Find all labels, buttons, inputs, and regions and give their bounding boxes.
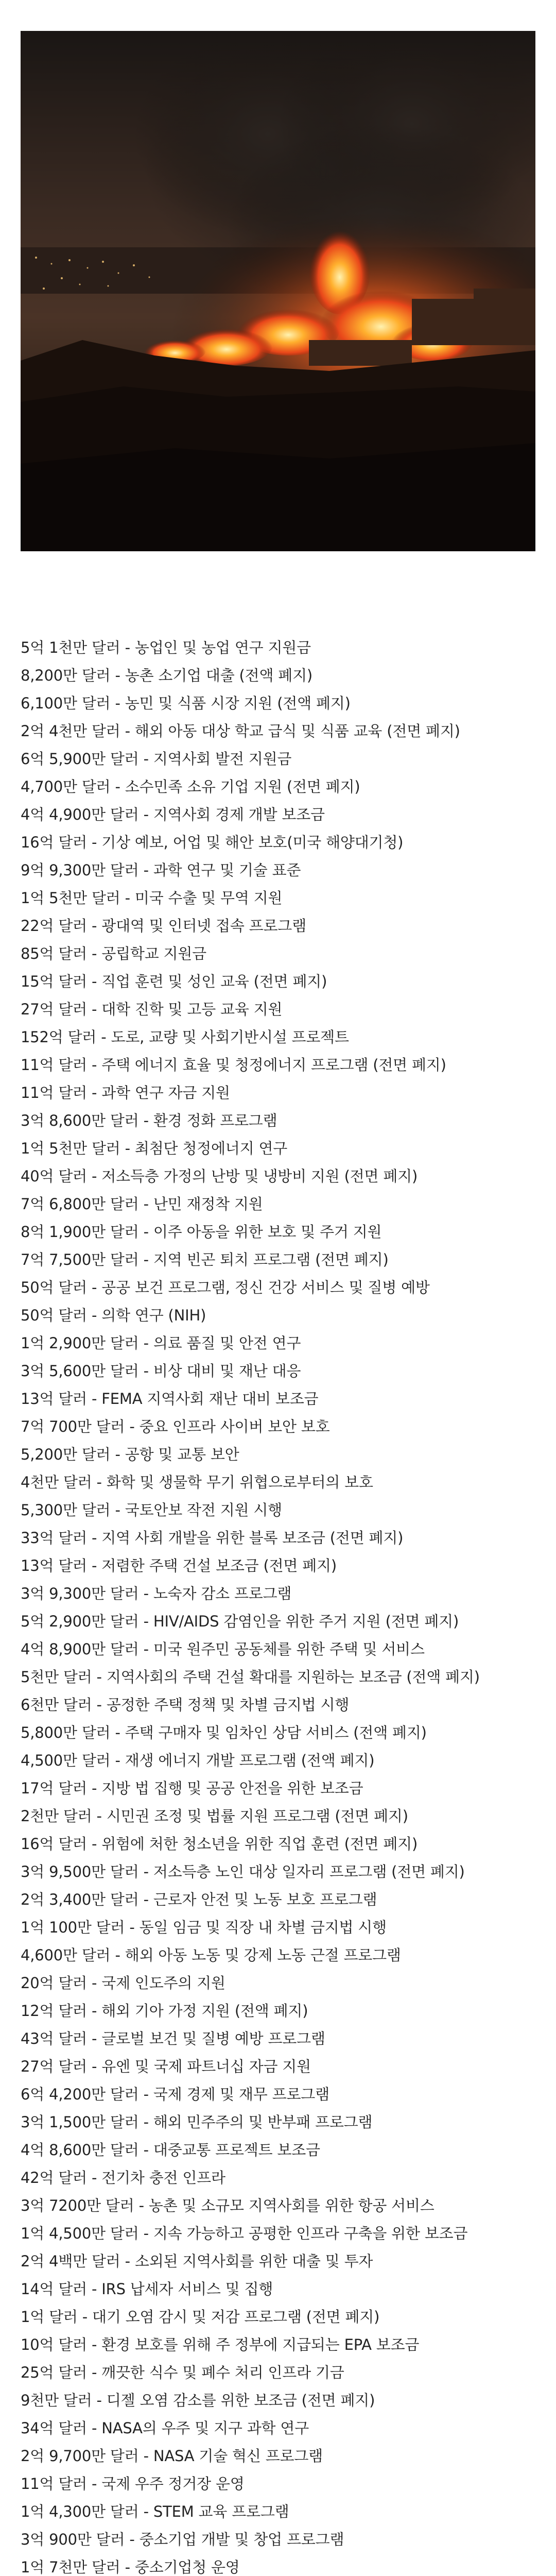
budget-item: 4억 4,900만 달러 - 지역사회 경제 개발 보조금 bbox=[21, 806, 325, 823]
hero-fire-image bbox=[21, 31, 535, 551]
budget-item: 20억 달러 - 국제 인도주의 지원 bbox=[21, 1974, 225, 1992]
budget-item: 2억 3,400만 달러 - 근로자 안전 및 노동 보호 프로그램 bbox=[21, 1891, 377, 1908]
budget-item: 5천만 달러 - 지역사회의 주택 건설 확대를 지원하는 보조금 (전액 폐지) bbox=[21, 1668, 480, 1686]
budget-item: 3억 7200만 달러 - 농촌 및 소규모 지역사회를 위한 항공 서비스 bbox=[21, 2197, 435, 2214]
budget-item: 5,800만 달러 - 주택 구매자 및 임차인 상담 서비스 (전액 폐지) bbox=[21, 1724, 427, 1741]
budget-item: 4억 8,900만 달러 - 미국 원주민 공동체를 위한 주택 및 서비스 bbox=[21, 1640, 425, 1658]
budget-item: 22억 달러 - 광대역 및 인터넷 접속 프로그램 bbox=[21, 917, 306, 935]
budget-item: 43억 달러 - 글로벌 보건 및 질병 예방 프로그램 bbox=[21, 2030, 325, 2047]
budget-item: 1억 5천만 달러 - 미국 수출 및 무역 지원 bbox=[21, 889, 283, 907]
budget-item: 3억 1,500만 달러 - 해외 민주주의 및 반부패 프로그램 bbox=[21, 2113, 373, 2131]
budget-item: 1억 달러 - 대기 오염 감시 및 저감 프로그램 (전면 폐지) bbox=[21, 2308, 380, 2326]
budget-item: 17억 달러 - 지방 법 집행 및 공공 안전을 위한 보조금 bbox=[21, 1780, 363, 1797]
budget-item: 40억 달러 - 저소득층 가정의 난방 및 냉방비 지원 (전면 폐지) bbox=[21, 1167, 418, 1185]
budget-item: 14억 달러 - IRS 납세자 서비스 및 집행 bbox=[21, 2280, 273, 2298]
budget-item: 13억 달러 - 저렴한 주택 건설 보조금 (전면 폐지) bbox=[21, 1557, 337, 1574]
budget-item: 2억 4천만 달러 - 해외 아동 대상 학교 급식 및 식품 교육 (전면 폐지) bbox=[21, 722, 460, 740]
budget-item: 11억 달러 - 국제 우주 정거장 운영 bbox=[21, 2475, 245, 2493]
budget-item: 5억 1천만 달러 - 농업인 및 농업 연구 지원금 bbox=[21, 639, 311, 656]
budget-item: 4천만 달러 - 화학 및 생물학 무기 위협으로부터의 보호 bbox=[21, 1473, 373, 1491]
budget-item: 11억 달러 - 과학 연구 자금 지원 bbox=[21, 1084, 230, 1101]
budget-item: 25억 달러 - 깨끗한 식수 및 폐수 처리 인프라 기금 bbox=[21, 2364, 344, 2381]
budget-item: 4,500만 달러 - 재생 에너지 개발 프로그램 (전액 폐지) bbox=[21, 1752, 375, 1769]
budget-item: 4,600만 달러 - 해외 아동 노동 및 강제 노동 근절 프로그램 bbox=[21, 1946, 401, 1964]
budget-item: 16억 달러 - 위험에 처한 청소년을 위한 직업 훈련 (전면 폐지) bbox=[21, 1835, 418, 1853]
budget-item: 5,200만 달러 - 공항 및 교통 보안 bbox=[21, 1446, 239, 1463]
budget-item: 7억 6,800만 달러 - 난민 재정착 지원 bbox=[21, 1195, 263, 1213]
budget-item: 9억 9,300만 달러 - 과학 연구 및 기술 표준 bbox=[21, 861, 301, 879]
budget-item: 50억 달러 - 공공 보건 프로그램, 정신 건강 서비스 및 질병 예방 bbox=[21, 1279, 430, 1296]
budget-item: 3억 9,300만 달러 - 노숙자 감소 프로그램 bbox=[21, 1585, 292, 1602]
budget-item: 3억 8,600만 달러 - 환경 정화 프로그램 bbox=[21, 1112, 277, 1129]
budget-item: 7억 7,500만 달러 - 지역 빈곤 퇴치 프로그램 (전면 폐지) bbox=[21, 1251, 389, 1268]
budget-item: 27억 달러 - 대학 진학 및 고등 교육 지원 bbox=[21, 1001, 283, 1018]
budget-item: 1억 100만 달러 - 동일 임금 및 직장 내 차별 금지법 시행 bbox=[21, 1919, 387, 1936]
budget-item: 1억 2,900만 달러 - 의료 품질 및 안전 연구 bbox=[21, 1334, 301, 1352]
budget-item: 4억 8,600만 달러 - 대중교통 프로젝트 보조금 bbox=[21, 2141, 320, 2159]
budget-item: 1억 4,300만 달러 - STEM 교육 프로그램 bbox=[21, 2503, 289, 2520]
budget-item: 33억 달러 - 지역 사회 개발을 위한 블록 보조금 (전면 폐지) bbox=[21, 1529, 404, 1547]
fire-scene-graphic bbox=[21, 31, 535, 551]
budget-item: 10억 달러 - 환경 보호를 위해 주 정부에 지급되는 EPA 보조금 bbox=[21, 2336, 420, 2353]
budget-item: 8,200만 달러 - 농촌 소기업 대출 (전액 폐지) bbox=[21, 667, 313, 684]
budget-item: 50억 달러 - 의학 연구 (NIH) bbox=[21, 1307, 206, 1324]
budget-item: 12억 달러 - 해외 기아 가정 지원 (전액 폐지) bbox=[21, 2002, 308, 2020]
budget-item: 16억 달러 - 기상 예보, 어업 및 해안 보호(미국 해양대기청) bbox=[21, 834, 404, 851]
budget-item: 42억 달러 - 전기차 충전 인프라 bbox=[21, 2169, 225, 2187]
budget-item: 2천만 달러 - 시민권 조정 및 법률 지원 프로그램 (전면 폐지) bbox=[21, 1807, 408, 1825]
budget-item: 2억 4백만 달러 - 소외된 지역사회를 위한 대출 및 투자 bbox=[21, 2252, 373, 2270]
budget-item: 4,700만 달러 - 소수민족 소유 기업 지원 (전면 폐지) bbox=[21, 778, 360, 795]
budget-item: 1억 5천만 달러 - 최첨단 청정에너지 연구 bbox=[21, 1140, 288, 1157]
budget-item: 2억 9,700만 달러 - NASA 기술 혁신 프로그램 bbox=[21, 2447, 323, 2465]
budget-item: 15억 달러 - 직업 훈련 및 성인 교육 (전면 폐지) bbox=[21, 973, 327, 990]
budget-item: 6억 5,900만 달러 - 지역사회 발전 지원금 bbox=[21, 750, 292, 768]
budget-item: 27억 달러 - 유엔 및 국제 파트너십 자금 지원 bbox=[21, 2058, 311, 2075]
budget-item: 3억 5,600만 달러 - 비상 대비 및 재난 대응 bbox=[21, 1362, 301, 1380]
budget-item: 85억 달러 - 공립학교 지원금 bbox=[21, 945, 206, 962]
budget-item: 6,100만 달러 - 농민 및 식품 시장 지원 (전액 폐지) bbox=[21, 694, 351, 712]
budget-item: 8억 1,900만 달러 - 이주 아동을 위한 보호 및 주거 지원 bbox=[21, 1223, 382, 1241]
budget-item: 7억 700만 달러 - 중요 인프라 사이버 보안 보호 bbox=[21, 1418, 330, 1435]
budget-cuts-list bbox=[21, 634, 541, 2576]
budget-item: 152억 달러 - 도로, 교량 및 사회기반시설 프로젝트 bbox=[21, 1028, 349, 1046]
budget-item: 5,300만 달러 - 국토안보 작전 지원 시행 bbox=[21, 1501, 282, 1519]
budget-item: 5억 2,900만 달러 - HIV/AIDS 감염인을 위한 주거 지원 (전면 폐지) bbox=[21, 1613, 459, 1630]
budget-item: 6억 4,200만 달러 - 국제 경제 및 재무 프로그램 bbox=[21, 2086, 329, 2103]
budget-item: 11억 달러 - 주택 에너지 효율 및 청정에너지 프로그램 (전면 폐지) bbox=[21, 1056, 446, 1074]
budget-item: 13억 달러 - FEMA 지역사회 재난 대비 보조금 bbox=[21, 1390, 319, 1408]
budget-item: 3억 9,500만 달러 - 저소득층 노인 대상 일자리 프로그램 (전면 폐지) bbox=[21, 1863, 465, 1880]
budget-item: 9천만 달러 - 디젤 오염 감소를 위한 보조금 (전면 폐지) bbox=[21, 2392, 375, 2409]
budget-item: 1억 4,500만 달러 - 지속 가능하고 공평한 인프라 구축을 위한 보조금 bbox=[21, 2225, 468, 2242]
budget-item: 1억 7천만 달러 - 중소기업청 운영 bbox=[21, 2558, 240, 2576]
budget-item: 34억 달러 - NASA의 우주 및 지구 과학 연구 bbox=[21, 2419, 309, 2437]
budget-item: 3억 900만 달러 - 중소기업 개발 및 창업 프로그램 bbox=[21, 2531, 344, 2548]
budget-item: 6천만 달러 - 공정한 주택 정책 및 차별 금지법 시행 bbox=[21, 1696, 350, 1714]
